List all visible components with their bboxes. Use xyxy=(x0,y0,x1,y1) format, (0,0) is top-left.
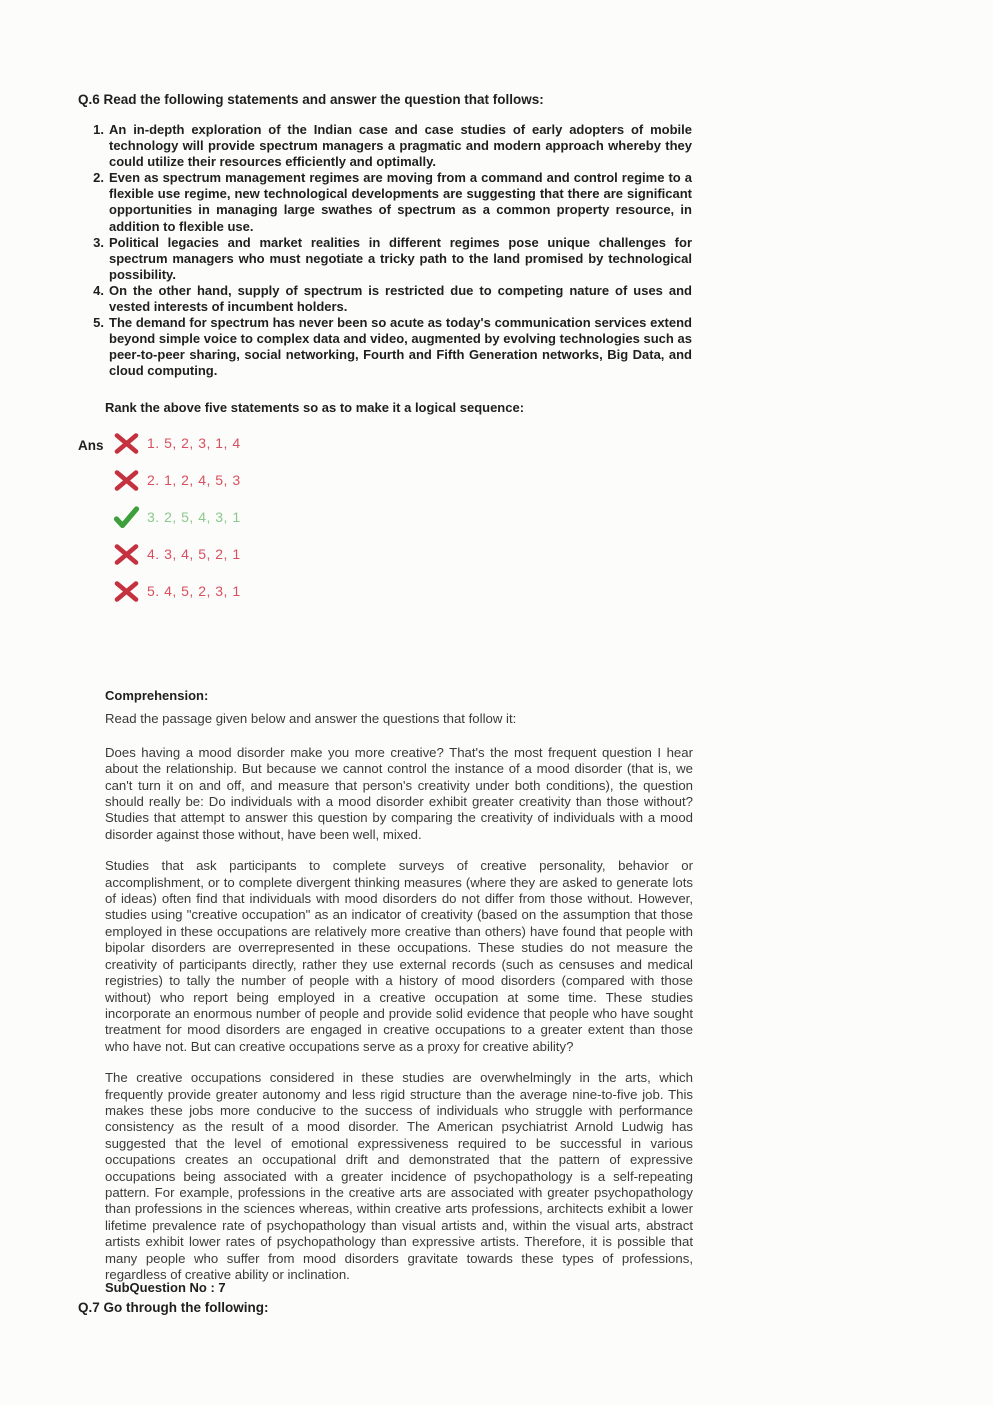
statement-number: 5. xyxy=(93,315,104,331)
statement-item xyxy=(88,315,692,379)
option-label: 5. 4, 5, 2, 3, 1 xyxy=(147,583,241,599)
statement-text: Political legacies and market realities in different regimes pose unique challenges for spectrum managers who must negotiate a tricky path to the land promised by technological possibility. xyxy=(109,234,692,282)
statement-number: 2. xyxy=(93,170,104,186)
answer-option-1 xyxy=(113,430,241,456)
statement-number: 4. xyxy=(93,282,104,298)
comprehension-heading: Comprehension: xyxy=(105,688,209,703)
answer-option-2 xyxy=(113,467,241,493)
statement-item xyxy=(88,170,692,234)
rank-prompt: Rank the above five statements so as to make it a logical sequence: xyxy=(105,400,525,415)
statement-text: On the other hand, supply of spectrum is restricted due to competing nature of uses and vested interests of incumbent holders. xyxy=(109,282,692,315)
option-label: 3. 2, 5, 4, 3, 1 xyxy=(147,509,241,525)
statement-item xyxy=(88,235,692,283)
subquestion-number: SubQuestion No : 7 xyxy=(105,1280,226,1295)
statement-number: 3. xyxy=(93,234,104,250)
answer-option-3 xyxy=(113,504,241,530)
statement-list xyxy=(88,122,692,380)
question-6-header: Q.6 Read the following statements and answer the question that follows: xyxy=(78,92,544,107)
answer-label: Ans xyxy=(78,438,104,453)
comprehension-section xyxy=(105,688,693,1298)
cross-icon xyxy=(113,543,140,566)
option-label: 4. 3, 4, 5, 2, 1 xyxy=(147,546,241,562)
answer-option-4 xyxy=(113,541,241,567)
passage-paragraph: Does having a mood disorder make you more creative? That's the most frequent question I hear about the relationship. But because we cannot control the instance of a mood disorder (that is, we can't turn it on and off, and measure that person's creativity under both conditions), the question should really be: Do individuals with a mood disorder exhibit greater creativity than those without? Studies that attempt to answer this question by comparing the creativity of individuals with a mood disorder against those without, have been well, mixed. xyxy=(105,744,693,842)
passage-paragraph: The creative occupations considered in these studies are overwhelmingly in the arts, which frequently provide greater autonomy and less rigid structure than the average nine-to-five job. This makes these jobs more conducive to the success of individuals who struggle with performance consistency as the result of a mood disorder. The American psychiatrist Arnold Ludwig has suggested that the level of emotional expressiveness required to be successful in various occupations creates an occupational drift and demonstrated that the pattern of expressive occupations being associated with a greater incidence of psychopathology is a self-repeating pattern. For example, professions in the creative arts are associated with greater psychopathology than professions in the sciences whereas, within creative arts professions, architects exhibit a lower lifetime prevalence rate of psychopathology than visual artists and, within the visual arts, abstract artists exhibit lower rates of psychopathology than expressive artists. Therefore, it is possible that many people who suffer from mood disorders gravitate towards these types of professions, regardless of creative ability or inclination. xyxy=(105,1070,693,1282)
statement-item xyxy=(88,283,692,315)
answer-options xyxy=(113,430,241,615)
statement-text: The demand for spectrum has never been so acute as today's communication services extend beyond simple voice to complex data and video, augmented by evolving technologies such as peer-to-peer sharing, social networking, Fourth and Fifth Generation networks, Big Data, and cloud computing. xyxy=(109,315,692,379)
question-7-header: Q.7 Go through the following: xyxy=(78,1300,269,1315)
statement-number: 1. xyxy=(93,122,104,137)
passage-paragraph: Studies that ask participants to complete surveys of creative personality, behavior or accomplishment, or to complete divergent thinking measures (where they are asked to generate lots of ideas) often find that individuals with mood disorders do not differ from those without. However, studies using "creative occupation" as an indicator of creativity (based on the assumption that those employed in these occupations are relatively more creative than others) have found that people with bipolar disorders are overrepresented in these occupations. These studies do not measure the creativity of participants directly, rather they use external records (such as censuses and medical registries) to tally the number of people with a history of mood disorders (compared with those without) who report being employed in a creative occupation at some time. These studies incorporate an enormous number of people and provide solid evidence that people who have sought treatment for mood disorders are engaged in creative occupations to a greater extent than those who have not. But can creative occupations serve as a proxy for creative ability? xyxy=(105,858,693,1054)
statement-text: An in-depth exploration of the Indian case and case studies of early adopters of mobile technology will provide spectrum managers a pragmatic and modern approach whereby they could utilize their resources efficiently and optimally. xyxy=(109,122,692,170)
option-label: 2. 1, 2, 4, 5, 3 xyxy=(147,472,241,488)
option-label: 1. 5, 2, 3, 1, 4 xyxy=(147,435,241,451)
check-icon xyxy=(113,506,140,529)
comprehension-instruction: Read the passage given below and answer the questions that follow it: xyxy=(105,711,517,727)
answer-option-5 xyxy=(113,578,241,604)
cross-icon xyxy=(113,432,140,455)
cross-icon xyxy=(113,580,140,603)
cross-icon xyxy=(113,469,140,492)
statement-text: Even as spectrum management regimes are moving from a command and control regime to a flexible use regime, new technological developments are suggesting that there are significant opportunities in managing large swathes of spectrum as a common property resource, in addition to flexible use. xyxy=(109,170,692,234)
statement-item xyxy=(88,122,692,170)
